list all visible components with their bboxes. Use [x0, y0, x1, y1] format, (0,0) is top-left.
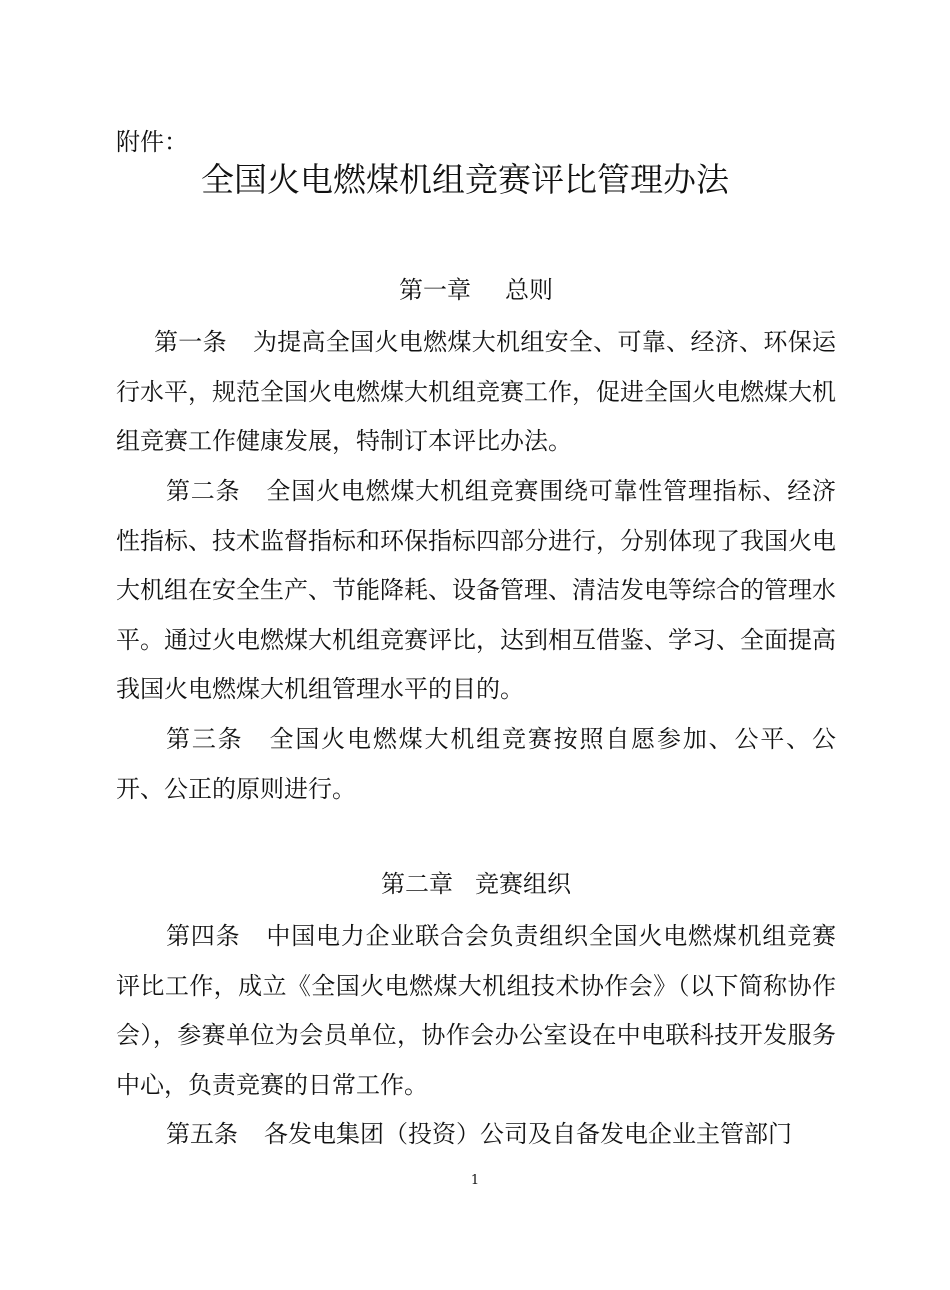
article-paragraph: [116, 1110, 836, 1160]
article-paragraph: [116, 715, 836, 814]
article-text: 各发电集团（投资）公司及自备发电企业主管部门: [264, 1120, 792, 1148]
document-title: 全国火电燃煤机组竞赛评比管理办法: [201, 160, 729, 199]
article-paragraph: [116, 467, 836, 715]
article-label: 第三条: [166, 725, 244, 753]
article-label: 第一条: [154, 328, 227, 356]
attachment-label: 附件：: [116, 128, 188, 156]
chapter-heading: [116, 868, 836, 900]
chapter-name: 总则: [505, 276, 553, 304]
article-label: 第五条: [166, 1120, 238, 1148]
article-paragraph: [116, 318, 836, 467]
article-label: 第二条: [166, 477, 241, 505]
article-label: 第四条: [166, 922, 241, 950]
page-number: 1: [470, 1173, 480, 1188]
article-paragraph: [116, 912, 836, 1110]
article-text: 为提高全国火电燃煤大机组安全、可靠、经济、环保运行水平，规范全国火电燃煤大机组竞赛工作，促进全国火电燃煤大机组竞赛工作健康发展，特制订本评比办法。: [116, 328, 837, 455]
article-text: 全国火电燃煤大机组竞赛围绕可靠性管理指标、经济性指标、技术监督指标和环保指标四部分进行，分别体现了我国火电大机组在安全生产、节能降耗、设备管理、清洁发电等综合的管理水平。通过火电燃煤大机组竞赛评比，达到相互借鉴、学习、全面提高我国火电燃煤大机组管理水平的目的。: [116, 477, 837, 703]
article-text: 全国火电燃煤大机组竞赛按照自愿参加、公平、公开、公正的原则进行。: [116, 725, 836, 803]
chapter-number: 第一章: [399, 276, 471, 304]
chapter-name: 竞赛组织: [475, 870, 571, 898]
chapter-number: 第二章: [381, 870, 453, 898]
chapter-heading: [116, 274, 836, 306]
article-text: 中国电力企业联合会负责组织全国火电燃煤机组竞赛评比工作，成立《全国火电燃煤大机组技术协作会》（以下简称协作会），参赛单位为会员单位，协作会办公室设在中电联科技开发服务中心，负责竞赛的日常工作。: [116, 922, 837, 1099]
